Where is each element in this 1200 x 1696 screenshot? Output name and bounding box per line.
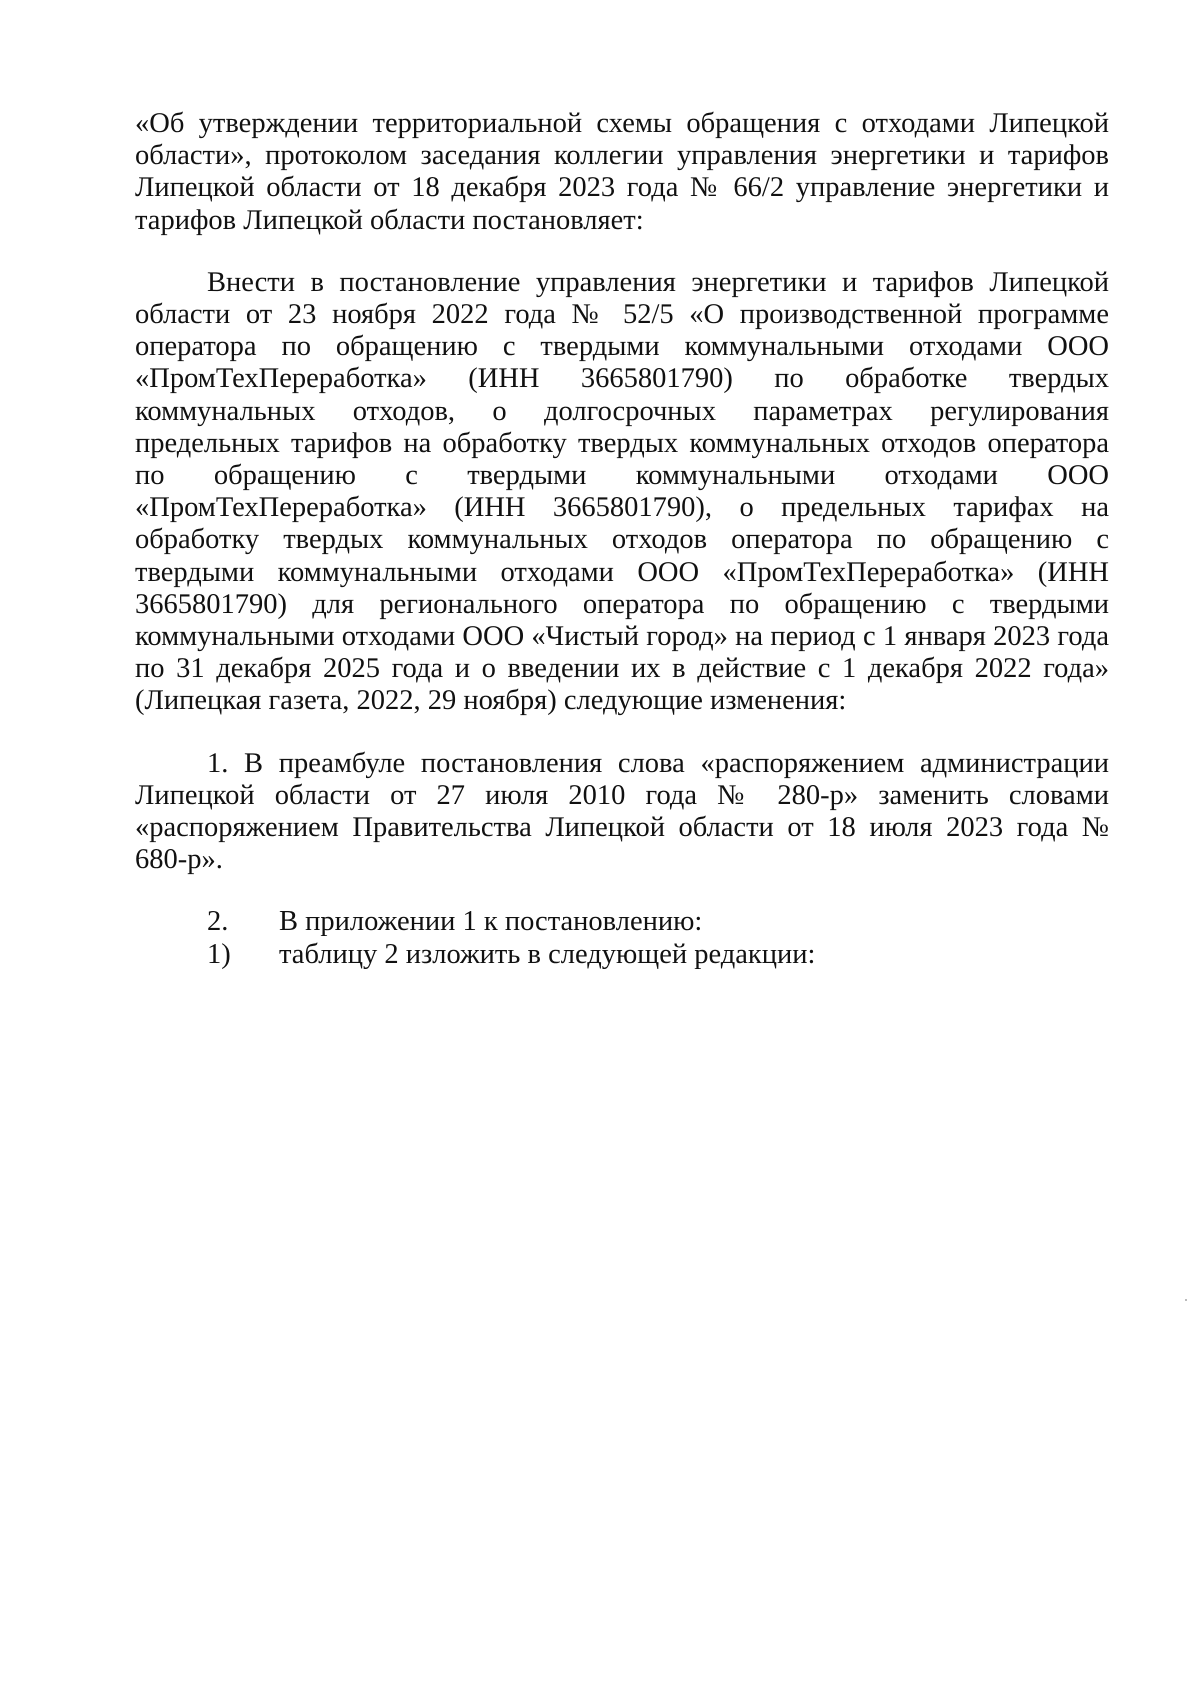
document-page xyxy=(135,108,1109,971)
list-item-number: 2. xyxy=(207,906,229,938)
preamble-paragraph: «Об утверждении территориальной схемы обращения с отходами Липецкой области», протоколом заседания коллегии управления энергетики и тарифов Липецкой области от 18 декабря 2023 года № 66/2 управление энергетики и тарифов Липецкой области постановляет: xyxy=(135,108,1109,236)
list-item xyxy=(135,906,1109,938)
item-1-paragraph: 1. В преамбуле постановления слова «распоряжением администрации Липецкой области от 27 июля 2010 года № 280-р» заменить словами «распоряжением Правительства Липецкой области от 18 июля 2023 года № 680-р». xyxy=(135,747,1109,876)
list-item xyxy=(135,939,1109,971)
list-item-text: таблицу 2 изложить в следующей редакции: xyxy=(279,938,816,970)
scan-speck xyxy=(1185,1299,1187,1301)
amendment-intro-paragraph: Внести в постановление управления энергетики и тарифов Липецкой области от 23 ноября 2022 года № 52/5 «О производственной программе оператора по обращению с твердыми коммунальными отходами ООО «ПромТехПереработка» (ИНН 3665801790) по обработке твердых коммунальных отходов, о долгосрочных параметрах регулирования предельных тарифов на обработку твердых коммунальных отходов оператора по обращению с твердыми коммунальными отходами ООО «ПромТехПереработка» (ИНН 3665801790), о предельных тарифах на обработку твердых коммунальных отходов оператора по обращению с твердыми коммунальными отходами ООО «ПромТехПереработка» (ИНН 3665801790) для регионального оператора по обращению с твердыми коммунальными отходами ООО «Чистый город» на период с 1 января 2023 года по 31 декабря 2025 года и о введении их в действие с 1 декабря 2022 года» (Липецкая газета, 2022, 29 ноября) следующие изменения: xyxy=(135,266,1109,717)
amendment-list xyxy=(135,906,1109,970)
list-item-text: В приложении 1 к постановлению: xyxy=(279,906,703,938)
list-item-number: 1) xyxy=(207,938,231,970)
